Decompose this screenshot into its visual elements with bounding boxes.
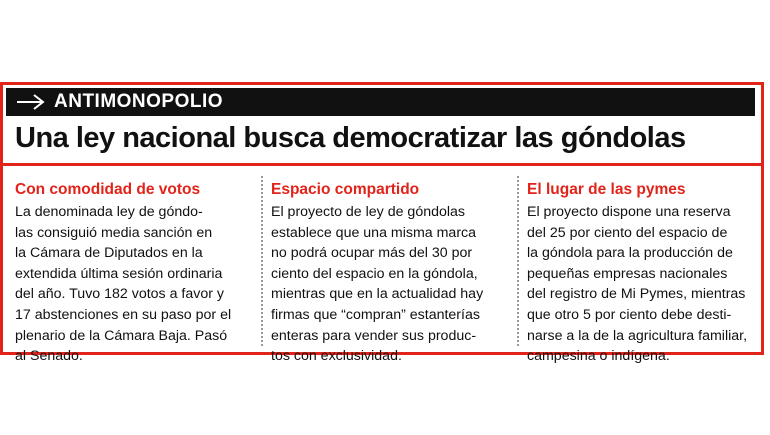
body-line: El proyecto de ley de góndolas — [271, 204, 466, 220]
body-line: mientras que en la actualidad hay — [271, 286, 484, 303]
column-body — [527, 202, 767, 367]
body-line: pequeñas empresas nacionales — [527, 265, 728, 282]
column-divider — [517, 176, 519, 346]
column-body — [15, 202, 255, 367]
body-line: que otro 5 por ciento debe desti- — [527, 306, 732, 323]
red-divider — [3, 163, 761, 166]
headline: Una ley nacional busca democratizar las góndolas — [15, 122, 686, 154]
column-pymes — [527, 180, 767, 367]
infobox — [0, 82, 764, 365]
body-line: campesina o indígena. — [527, 348, 670, 365]
column-title: Con comodidad de votos — [15, 181, 201, 198]
body-line: del 25 por ciento del espacio de — [527, 224, 728, 241]
body-line: La denominada ley de góndo- — [15, 204, 203, 220]
kicker-bar — [6, 88, 755, 116]
body-line: del año. Tuvo 182 votos a favor y — [15, 286, 225, 303]
arrow-right-icon — [16, 92, 46, 112]
body-line: las consiguió media sanción en — [15, 224, 213, 241]
body-line: extendida última sesión ordinaria — [15, 265, 223, 282]
body-line: narse a la de la agricultura familiar, — [527, 327, 748, 344]
body-line: tos con exclusividad. — [271, 348, 402, 365]
body-line: firmas que “compran” estanterías — [271, 306, 480, 323]
body-line: establece que una misma marca — [271, 224, 477, 241]
body-line: la góndola para la producción de — [527, 245, 733, 262]
body-line: la Cámara de Diputados en la — [15, 245, 203, 262]
column-votos — [15, 180, 255, 367]
column-divider — [261, 176, 263, 346]
column-body — [271, 202, 511, 367]
column-espacio — [271, 180, 511, 367]
body-line: no podrá ocupar más del 30 por — [271, 245, 473, 262]
column-title: Espacio compartido — [271, 181, 420, 198]
column-title: El lugar de las pymes — [527, 181, 686, 198]
body-line: El proyecto dispone una reserva — [527, 204, 731, 220]
body-line: 17 abstenciones en su paso por el — [15, 306, 232, 323]
body-line: al Senado. — [15, 348, 83, 365]
body-line: enteras para vender sus produc- — [271, 327, 477, 344]
body-line: ciento del espacio en la góndola, — [271, 265, 478, 282]
body-line: del registro de Mi Pymes, mientras — [527, 286, 746, 303]
kicker-label: ANTIMONOPOLIO — [54, 91, 224, 112]
body-line: plenario de la Cámara Baja. Pasó — [15, 327, 228, 344]
